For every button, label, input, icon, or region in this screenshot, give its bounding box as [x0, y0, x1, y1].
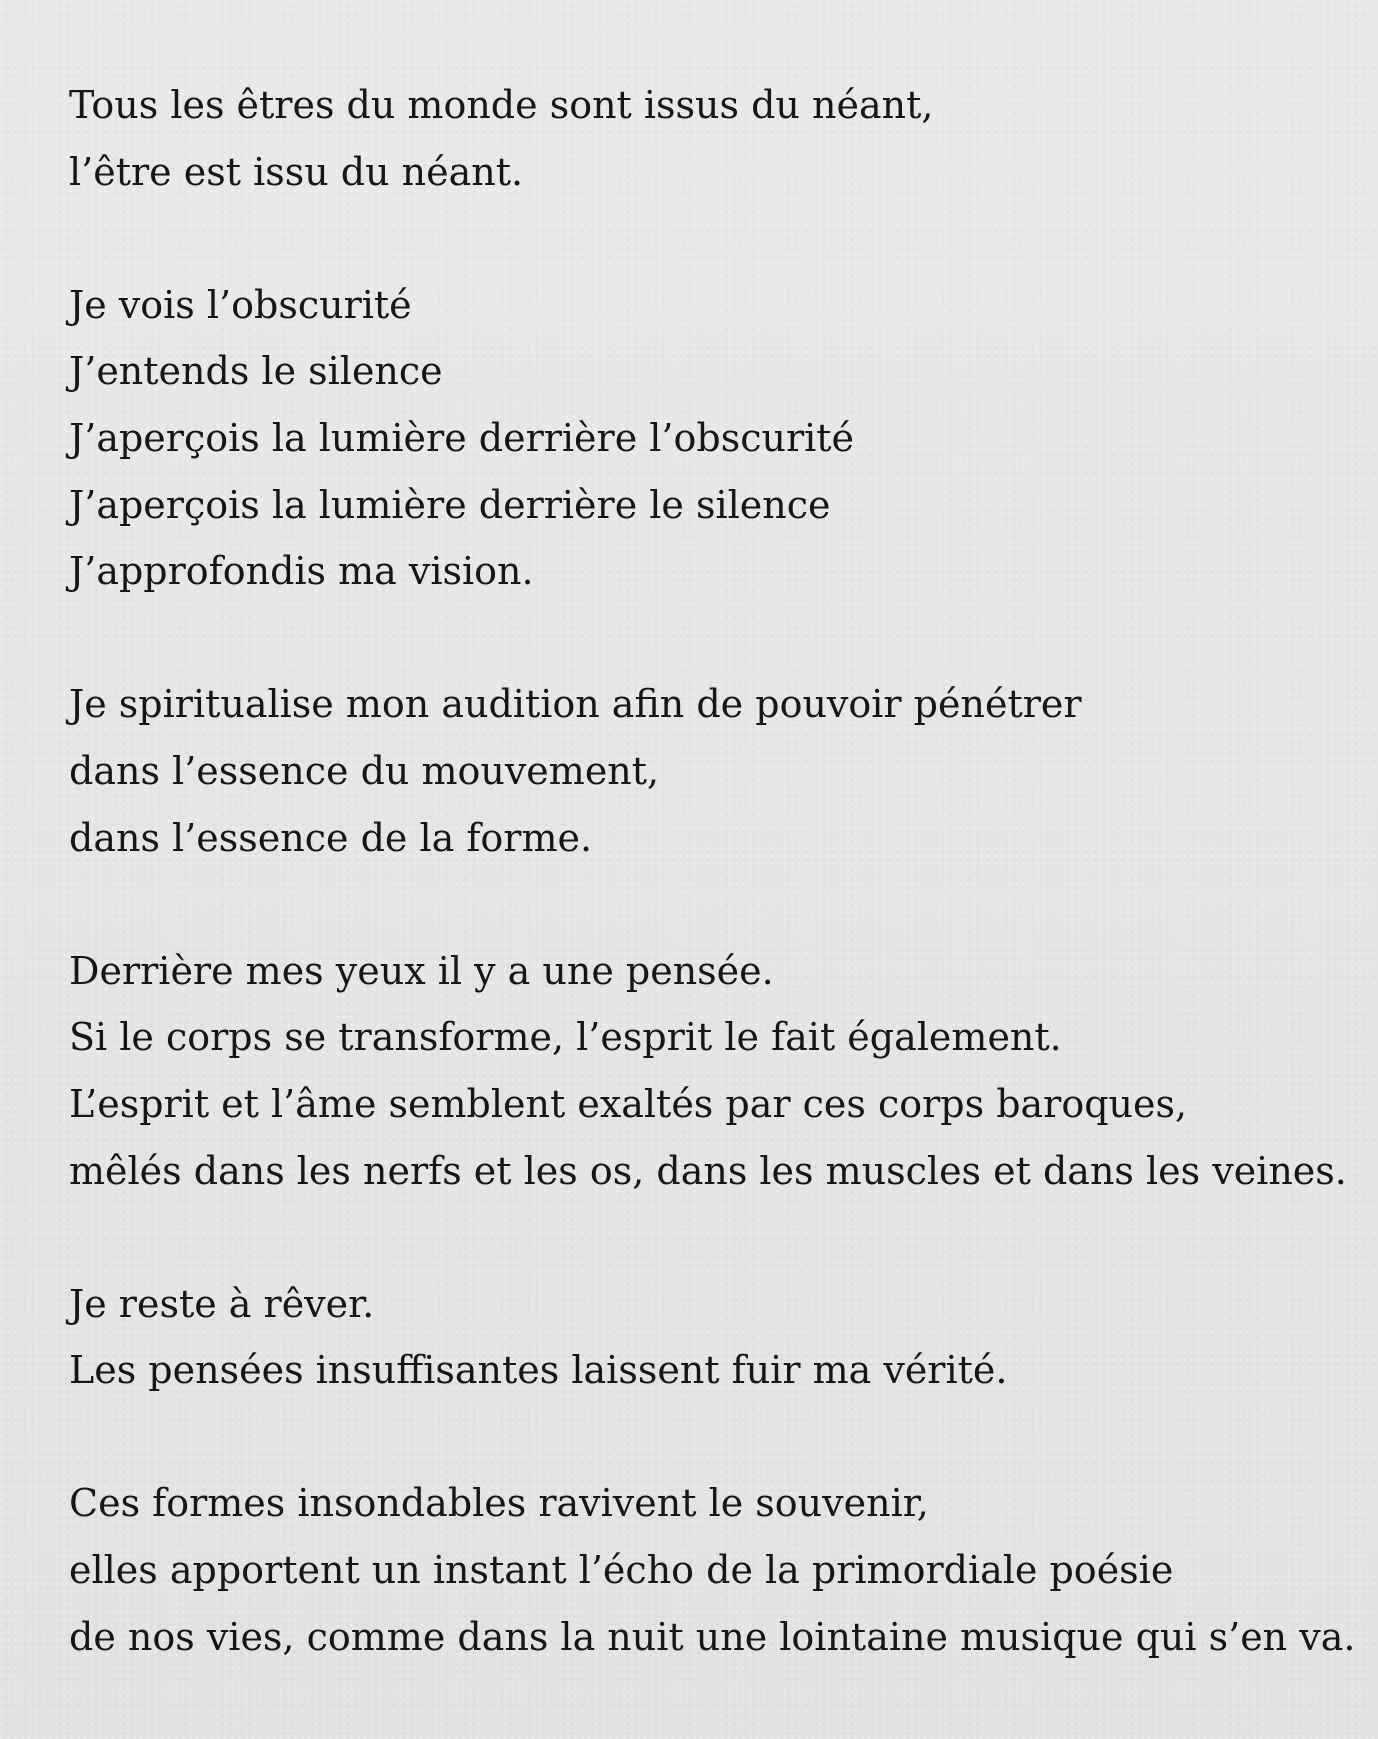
poem-line: Je vois l’obscurité: [69, 282, 412, 327]
poem-line: Je reste à rêver.: [69, 1281, 375, 1326]
poem-line: Je spiritualise mon audition afin de pouvoir pénétrer: [69, 682, 1082, 727]
poem-line: l’être est issu du néant.: [69, 149, 524, 194]
poem-line: Derrière mes yeux il y a une pensée.: [69, 948, 774, 993]
poem-line: elles apportent un instant l’écho de la primordiale poésie: [69, 1548, 1174, 1593]
poem-line: J’aperçois la lumière derrière le silence: [69, 482, 831, 527]
stanza-6: [69, 1470, 1359, 1670]
poem-line: J’entends le silence: [69, 349, 443, 394]
poem-line: Si le corps se transforme, l’esprit le fait également.: [69, 1015, 1062, 1060]
stanza-4: [69, 938, 1359, 1204]
poem-line: Tous les êtres du monde sont issus du néant,: [69, 83, 934, 127]
poem-page: [69, 72, 1359, 1670]
poem-line: J’aperçois la lumière derrière l’obscurité: [69, 415, 855, 460]
poem-line: de nos vies, comme dans la nuit une lointaine musique qui s’en va.: [69, 1614, 1356, 1659]
poem-line: Ces formes insondables ravivent le souvenir,: [69, 1481, 929, 1526]
poem-line: Les pensées insuffisantes laissent fuir ma vérité.: [69, 1348, 1008, 1393]
stanza-5: [69, 1271, 1359, 1404]
stanza-3: [69, 671, 1359, 871]
poem-line: L’esprit et l’âme semblent exaltés par ces corps baroques,: [69, 1081, 1188, 1126]
poem-line: mêlés dans les nerfs et les os, dans les muscles et dans les veines.: [69, 1148, 1347, 1193]
poem-line: J’approfondis ma vision.: [69, 549, 534, 594]
stanza-2: [69, 272, 1359, 605]
poem-line: dans l’essence de la forme.: [69, 815, 593, 860]
stanza-1: [69, 72, 1359, 205]
poem-line: dans l’essence du mouvement,: [69, 748, 660, 793]
